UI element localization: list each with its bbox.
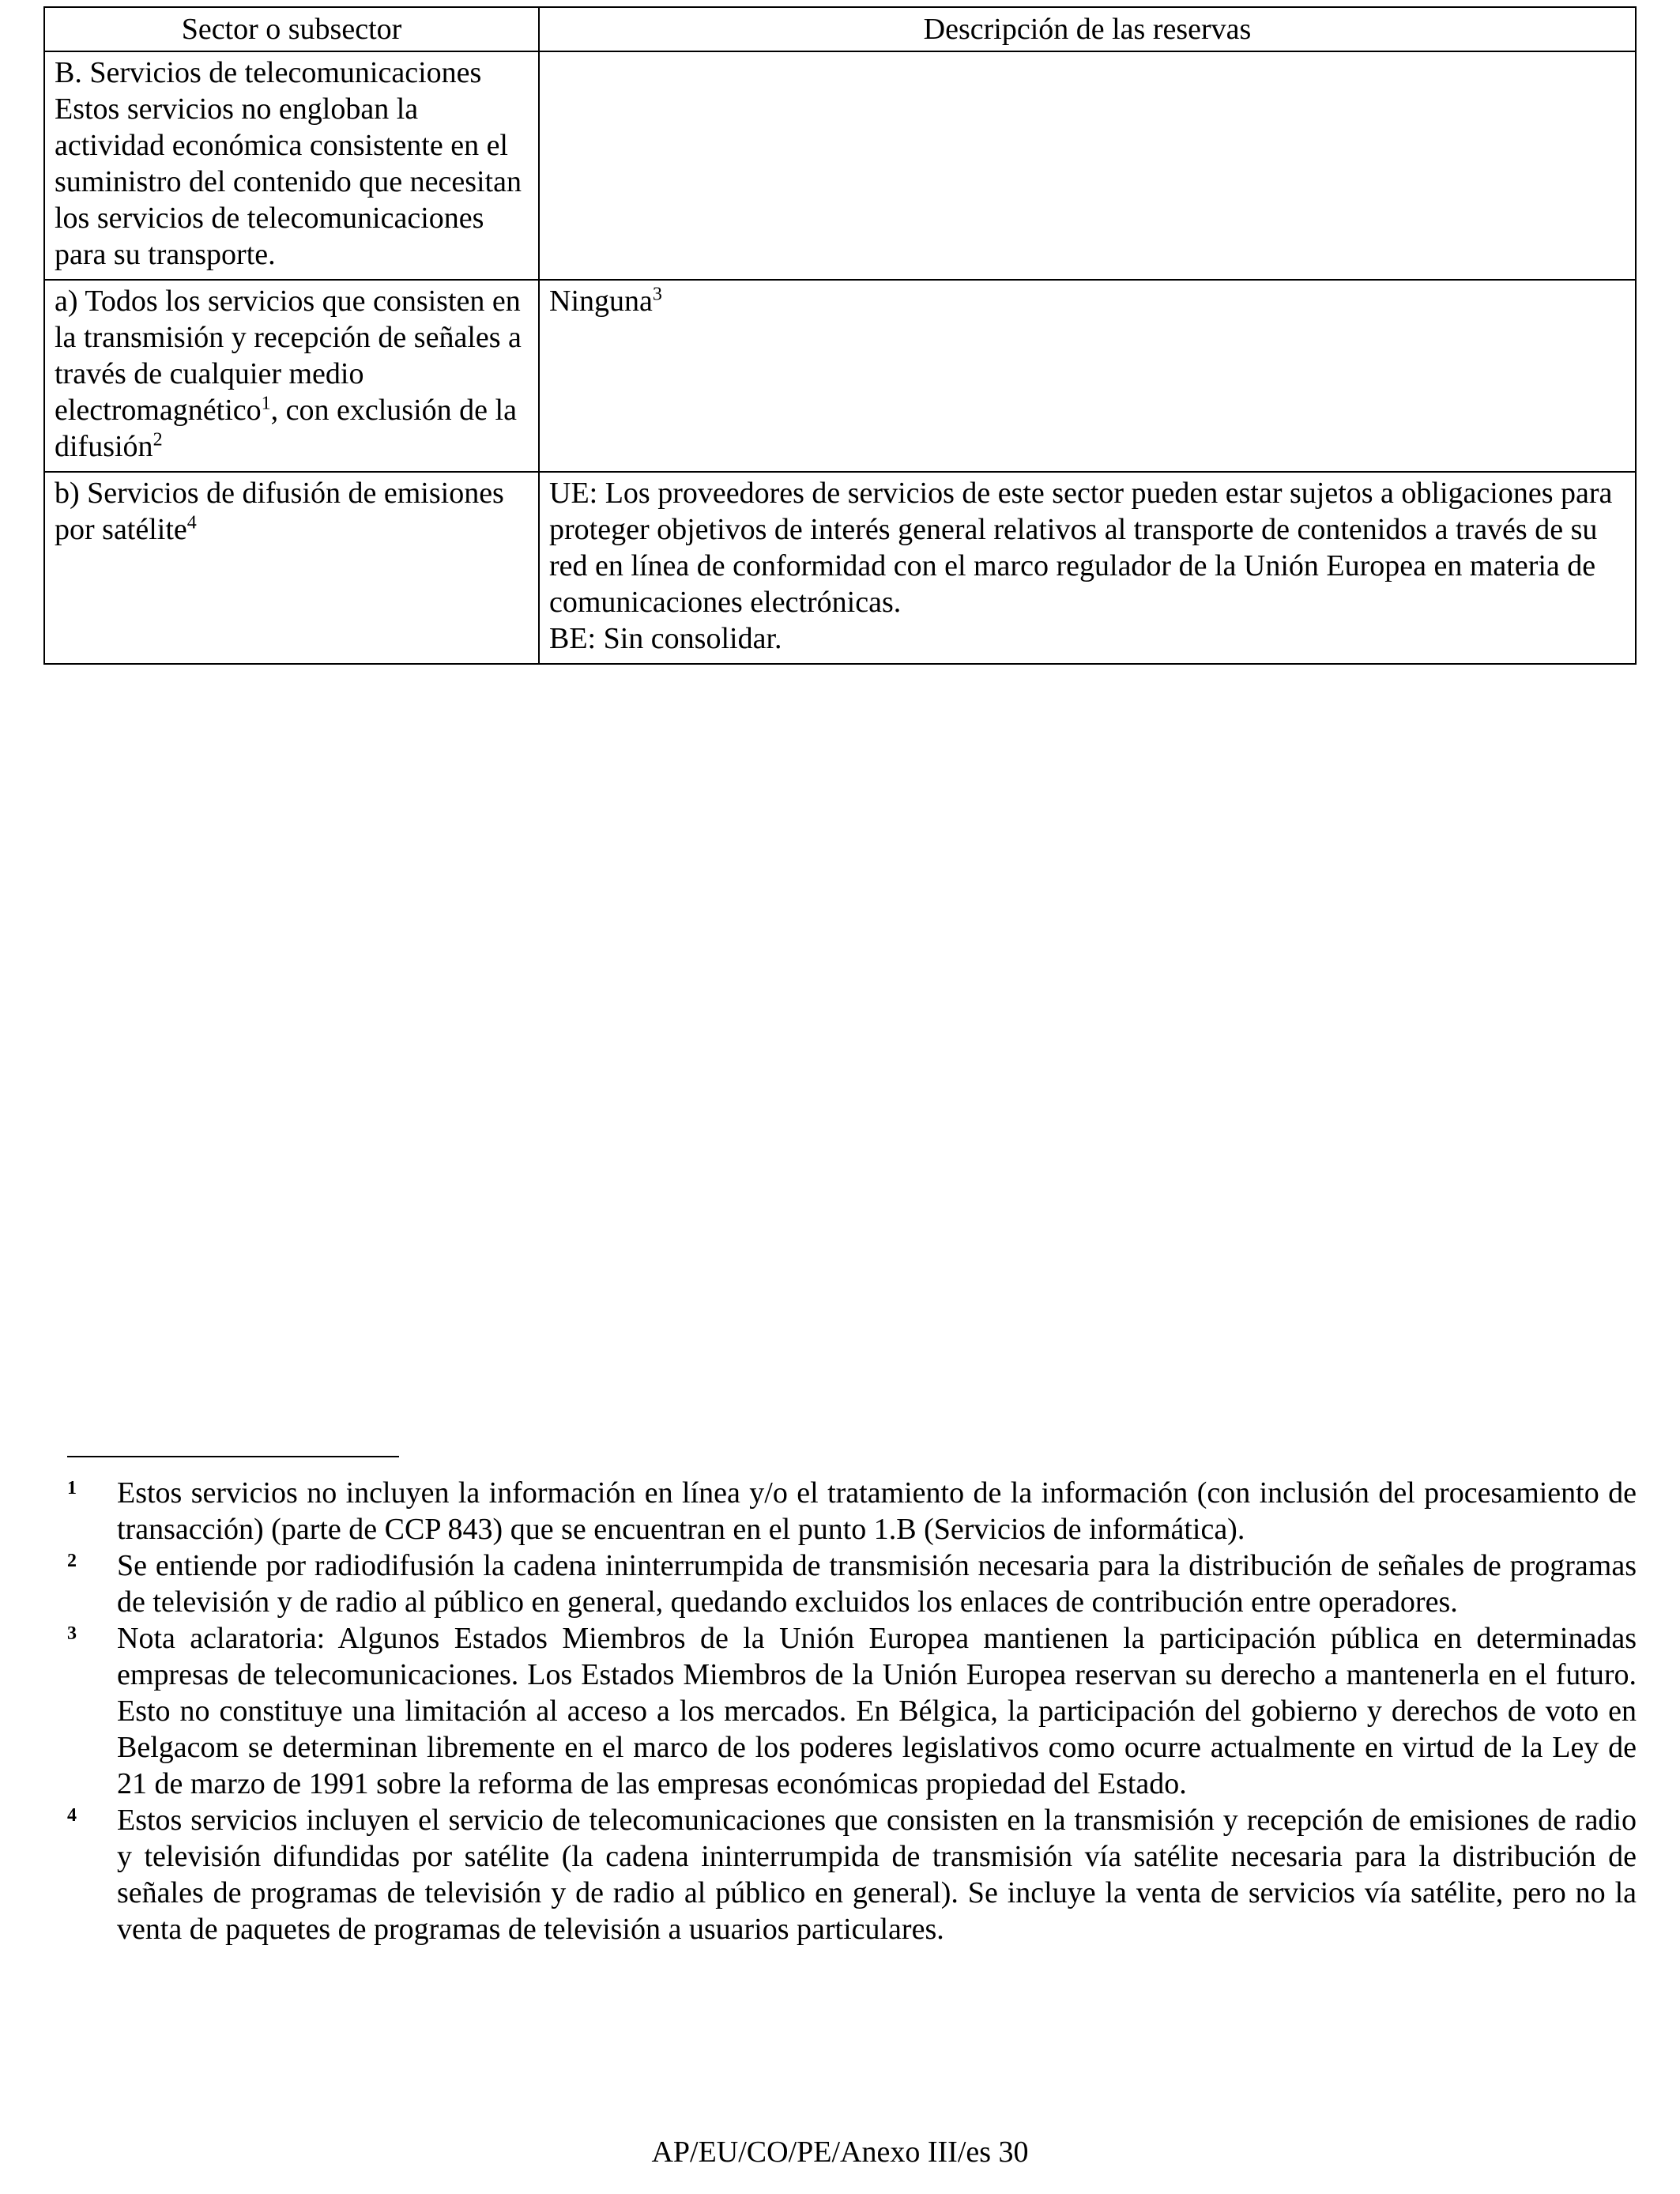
footnote-number: 1	[67, 1478, 77, 1498]
sector-text: , con exclusión de la difusión	[55, 394, 517, 463]
table-header-row	[44, 7, 1636, 51]
page-footer: AP/EU/CO/PE/Anexo III/es 30	[651, 2136, 1029, 2169]
description-text: Ninguna	[549, 285, 653, 318]
sector-text: b) Servicios de difusión de emisiones por satélite	[55, 477, 504, 546]
sector-cell	[44, 472, 539, 664]
reservations-table	[43, 6, 1637, 665]
column-header-description: Descripción de las reservas	[539, 7, 1636, 51]
footnotes-section	[67, 1456, 1637, 1947]
table-row-satellite-broadcast	[44, 472, 1636, 664]
footnote-number: 2	[67, 1551, 77, 1571]
sector-cell	[44, 51, 539, 280]
footnote-1	[67, 1475, 1637, 1547]
description-cell	[539, 280, 1636, 472]
description-cell-empty	[539, 51, 1636, 280]
footnote-ref-1: 1	[261, 393, 271, 414]
footnote-2	[67, 1547, 1637, 1620]
footnote-ref-4: 4	[186, 512, 197, 533]
footnote-4	[67, 1802, 1637, 1947]
footnote-text: Estos servicios no incluyen la información en línea y/o el tratamiento de la información (con inclusión del procesamiento de transacción) (parte de CCP 843) que se encuentran en el punto 1.B (Servicios de informática).	[117, 1476, 1637, 1546]
description-eu-paragraph: UE: Los proveedores de servicios de este sector pueden estar sujetos a obligaciones para proteger objetivos de interés general relativos al transporte de contenidos a través de su red en línea de conformidad con el marco regulador de la Unión Europea en materia de comunicaciones electrónicas.	[549, 477, 1613, 619]
footnote-text: Se entiende por radiodifusión la cadena ininterrumpida de transmisión necesaria para la distribución de señales de programas de televisión y de radio al público en general, quedando excluidos los enlaces de contribución entre operadores.	[117, 1549, 1637, 1619]
sector-text: a) Todos los servicios que consisten en la transmisión y recepción de señales a través de cualquier medio electromagnético	[55, 285, 522, 427]
footnote-separator-rule	[67, 1456, 399, 1457]
sector-cell	[44, 280, 539, 472]
table-row-transmission-services	[44, 280, 1636, 472]
footnote-text: Nota aclaratoria: Algunos Estados Miembros de la Unión Europea mantienen la participación pública en determinadas empresas de telecomunicaciones. Los Estados Miembros de la Unión Europea reservan su derecho a mantenerla en el futuro. Esto no constituye una limitación al acceso a los mercados. En Bélgica, la participación del gobierno y derechos de voto en Belgacom se determinan libremente en el marco de los poderes legislativos como ocurre actualmente en virtud de la Ley de 21 de marzo de 1991 sobre la reforma de las empresas económicas propiedad del Estado.	[117, 1622, 1637, 1800]
footnote-number: 4	[67, 1805, 77, 1826]
footnote-ref-2: 2	[153, 429, 163, 450]
description-be-paragraph: BE: Sin consolidar.	[549, 622, 782, 655]
sector-heading: B. Servicios de telecomunicaciones	[55, 56, 482, 89]
description-cell	[539, 472, 1636, 664]
column-header-sector: Sector o subsector	[44, 7, 539, 51]
table-row-telecom-services	[44, 51, 1636, 280]
footnote-number: 3	[67, 1623, 77, 1644]
footnote-3	[67, 1620, 1637, 1802]
footnote-ref-3: 3	[652, 284, 662, 305]
sector-note: Estos servicios no engloban la actividad económica consistente en el suministro del contenido que necesitan los servicios de telecomunicaciones para su transporte.	[55, 92, 522, 271]
footnote-text: Estos servicios incluyen el servicio de telecomunicaciones que consisten en la transmisión y recepción de emisiones de radio y televisión difundidas por satélite (la cadena ininterrumpida de transmisión vía satélite necesaria para la distribución de señales de programas de televisión y de radio al público en general). Se incluye la venta de servicios vía satélite, pero no la venta de paquetes de programas de televisión a usuarios particulares.	[117, 1804, 1637, 1946]
